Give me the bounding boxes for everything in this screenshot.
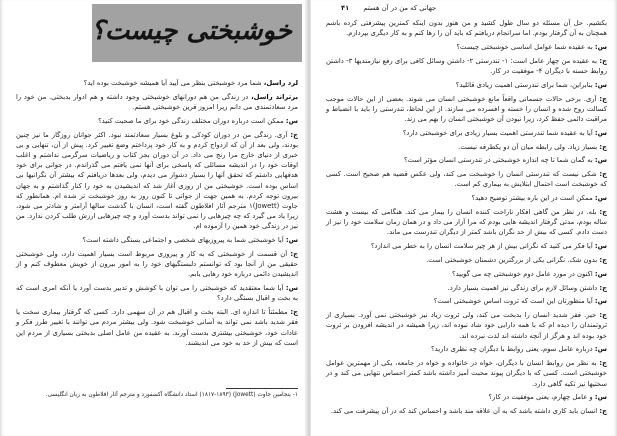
paragraph-text: آیا شما معتقدید که خوشبختی را می توان با کوشش و تدبیر بدست آورد یا آنکه امری است که به بخت و اقبال بستگی دارد؟: [16, 284, 298, 303]
paragraph-text: آن قسمت از خوشبختی که به کار و پیروزی مربوط است بسیار اهمیت دارد، ولی خوشبختی حقیقی من از آنجا بود که توانستم دلبستگیهای خود را به امور بیرون از خویش معطوف کنم و از اندیشیدن دائمی درباره خود رهایی یابم.: [16, 250, 298, 279]
qa-paragraph: [326, 269, 607, 279]
left-page: [0, 0, 306, 436]
qa-paragraph: [326, 128, 607, 138]
qa-paragraph: [16, 130, 298, 232]
qa-paragraph: [326, 207, 607, 238]
right-page-body: [326, 18, 607, 420]
paragraph-text: در زندگی من هم دورانهای خوشبختی وجود داشته و هم ادوار بدبختی. من خود را مرد سعادتمندی می دانم زیرا امروز قرین خوشبختی هستم.: [16, 92, 298, 111]
speaker-label: س:: [594, 345, 607, 354]
speaker-label: س:: [594, 393, 607, 402]
left-page-body: [16, 78, 298, 352]
paragraph-text: به عقیده من چهار عامل است: ۱- تندرستی ۲- داشتن وسائل کافی برای رفع نیازمندیها ۳- داشتن روابط حسنه با دیگران ۴- موفقیت در کار.: [326, 56, 607, 75]
speaker-label: ج:: [599, 207, 607, 216]
qa-paragraph: [16, 78, 298, 88]
speaker-label: س:: [285, 236, 298, 245]
qa-paragraph: [326, 94, 607, 125]
running-head-title: جهانی که من در آن هستم: [363, 4, 437, 12]
speaker-label: س:: [594, 297, 607, 306]
qa-paragraph: [326, 310, 607, 341]
qa-paragraph: [326, 142, 607, 152]
paragraph-text: به عقیده شما عوامل اساسی خوشبختی چیست؟: [456, 43, 593, 51]
right-page: [311, 0, 617, 436]
speaker-label: ج:: [290, 250, 298, 259]
speaker-label: س:: [594, 156, 607, 165]
speaker-label: ج:: [599, 56, 607, 65]
page-number: ۴۱: [341, 4, 350, 12]
paragraph-text: شکی نیست که تندرستی انسان را خوشبخت می کند، ولی عکس قضیه هم صحیح است. کسی که خوشبخت است احتمال ابتلایش به بیماری کم است.: [326, 170, 607, 189]
paragraph-text: اکنون در مورد عامل دوم خوشبختی چه می گویید؟: [451, 269, 593, 278]
speaker-label: ج:: [290, 130, 298, 139]
speaker-label: ج:: [599, 255, 607, 264]
paragraph-text: درباره عامل سوم، یعنی روابط با دیگران چه نظری دارید؟: [431, 345, 593, 354]
continuation-paragraph: [326, 18, 607, 38]
speaker-label: ج:: [599, 94, 607, 103]
paragraph-text: ممکن است درباره دوران مختلف زندگی خود برای ما صحبت کنید؟: [98, 116, 284, 125]
qa-paragraph: [326, 193, 607, 203]
paragraph-text: بنابراین، شما برای تندرستی اهمیت زیادی قائلید؟: [455, 80, 593, 89]
qa-paragraph: [16, 92, 298, 112]
qa-paragraph: [326, 80, 607, 90]
footnote: ۱- بنجامین جاوت (Jowett) (۱۸۱۷-۱۸۹۳) استاد دانشگاه آکسفورد و مترجم آثار افلاطون به زبان انگلیسی.: [45, 392, 298, 398]
speaker-label: برتراند راسل،: [251, 92, 298, 101]
speaker-label: ج:: [599, 170, 607, 179]
paragraph-text: شما مرد خوشبختی بنظر می آیید آیا همیشه خوشبخت بوده اید؟: [83, 79, 262, 87]
paragraph-text: بدون شک. نگرانی یکی از بزرگترین دشمنان خوشبختی است.: [426, 255, 598, 264]
speaker-label: ج:: [599, 407, 607, 416]
paragraph-text: داشتن وسائل لازم برای زندگی نیز اهمیت بسیار دارد.: [447, 283, 598, 292]
speaker-label: س:: [594, 80, 607, 89]
speaker-label: س:: [285, 116, 298, 125]
paragraph-text: مطمئناً تا اندازه ای. البته بخت و اقبال هم در آن سهمی دارد. کسی که گرفتار بیماری سخت یا فقر شدید باشد نمی تواند به آسانی خوشبخت شود. ولی بیشتر مردم می توانند با تغییر طرز فکر و عادات خود، خوشبختی بیشتری بدست آورند. به عقیده من عامل اصلی بدبختی بسیاری از مردم این است که بیش از حد به خود می اندیشند.: [16, 308, 298, 347]
qa-paragraph: [326, 155, 607, 165]
qa-paragraph: [326, 283, 607, 293]
qa-paragraph: [326, 406, 607, 416]
qa-paragraph: [16, 235, 298, 245]
paragraph-text: آیا به عقیده شما تندرستی اهمیت بسیار زیادی برای خوشبختی دارد؟: [402, 128, 593, 137]
qa-paragraph: [326, 42, 607, 52]
speaker-label: س:: [594, 242, 607, 251]
paragraph-text: آری. برخی حالات جسمانی واقعاً مانع خوشبختی انسان می شوند. بعضی از این حالات موجب کسالت روح شده و انسان را خسته و افسرده می سازند. از این لحاظ، تندرستی را باید با انضباط و مراقبت دائمی حفظ کرد، زیرا نبودن آن خوشبختی انسان را بهم می زند.: [326, 94, 607, 123]
paragraph-text: بسیار زیاد. ولی رابطه میان آن دو یکطرفه نیست.: [458, 142, 598, 151]
chapter-title: خوشبختی چیست؟: [91, 16, 292, 46]
qa-paragraph: [326, 344, 607, 354]
footnote-divider: [226, 388, 298, 389]
speaker-label: س:: [594, 269, 607, 278]
qa-paragraph: [16, 283, 298, 303]
speaker-label: س:: [594, 194, 607, 203]
paragraph-text: و عامل چهارم، یعنی موفقیت در کار؟: [488, 393, 593, 402]
paragraph-text: خیر. فقر شدید انسان را بدبخت می کند، ولی ثروت زیاد نیز خوشبختی نمی آورد. بسیاری از ثروتمندان را دیده ام که با همه دارایی خود شاد نبوده اند، زیرا همیشه در اندیشه افزودن بر ثروت خود بوده اند و هرگز از آنچه داشته اند لذت نبرده اند.: [326, 311, 607, 340]
qa-paragraph: [326, 169, 607, 189]
qa-paragraph: [326, 392, 607, 402]
qa-paragraph: [16, 116, 298, 126]
chapter-title-box: [92, 4, 302, 62]
paragraph-text: آیا فکر می کنید که نگرانی بیش از هر چیز سلامت انسان را به خطر می اندازد؟: [370, 242, 593, 251]
paragraph-text: آری. زندگی من در دوران کودکی و بلوغ بسیار سعادتمند نبود. اکثر جوانان روزگار ما نیز چنین بودند، ولی بعد از آن که ازدواج کردم و به کار خود پرداختم وضع تغییر کرد. پیش از آن، تنهایی و بی خبری از دنیای خارج مرا رنج می داد. در آن دوران بجز کتاب و ریاضیات سرگرمی نداشتم و اغلب اوقات خود را در اندیشه مسائلی که پاسخی برای آنها نمی یافتم می گذراندم. در جوانی برای خود هدفهایی داشتم که تحقق آنها را بسیار دشوار می دیدم، ولی بعدها دریافتم که بیشتر آن نگرانیها بی اساس بوده است. خوشبختی من از روزی آغاز شد که اندیشیدن به خود را کنار گذاشتم و به جهان بیرون توجه کردم. به همین جهت از جوانی تا کنون روز به روز خوشبخت تر شده ام. همانطور که جاوت (Jowett)۱ مترجم آثار افلاطون گفته است، انسان با گذشت سالها آرامتر و شادتر می شود، زیرا یاد می گیرد که چه چیزهایی را نمی تواند بدست آورد و چه چیزهایی ارزش طلب کردن ندارد. من نیز در زندگی خود همین را آزموده ام.: [16, 130, 298, 231]
qa-paragraph: [326, 358, 607, 389]
speaker-label: ج:: [599, 283, 607, 292]
speaker-label: ج:: [599, 359, 607, 368]
qa-paragraph: [326, 296, 607, 306]
paragraph-text: آیا خوشبختی شما به پیروزیهای شخصی و اجتماعی بستگی داشته است؟: [82, 236, 284, 245]
speaker-label: ج:: [290, 308, 298, 317]
speaker-label: س:: [594, 43, 607, 51]
running-header: [341, 4, 436, 12]
qa-paragraph: [16, 307, 298, 348]
paragraph-text: آیا منظورتان این است که ثروت اساس خوشبختی است؟: [433, 297, 593, 306]
speaker-label: س:: [594, 128, 607, 137]
speaker-label: ج:: [599, 311, 607, 320]
qa-paragraph: [326, 56, 607, 76]
paragraph-text: به نظر من روابط انسان با دیگران، خواه در خانواده و خواه در جامعه، یکی از مهمترین عوامل خوشبختی است. کسی که با دیگران پیوند محبت آمیز داشته باشد کمتر احساس تنهایی می کند و در سختیها نیز تکیه گاهی دارد.: [326, 359, 607, 388]
speaker-label: ج:: [599, 142, 607, 151]
qa-paragraph: [326, 241, 607, 251]
speaker-label: لرد راسل،: [263, 79, 298, 87]
speaker-label: س:: [285, 284, 298, 293]
paragraph-text: ممکن است در این باره بیشتر توضیح دهید؟: [471, 194, 593, 203]
paragraph-text: به گمان شما تا چه اندازه خوشبختی در تندرستی انسان مؤثر است؟: [403, 156, 593, 165]
paragraph-text: بله. در نظر من گاهی افکار ناراحت کننده انسان را بیمار می کند. هنگامی که بیست و هشت ساله بودم، مدتی گرفتار اندیشه هایی بودم که مرا آزار می داد و در همان زمان سلامت خود را نیز از دست دادم. کسی که بیش از حد نگران باشد کمتر از دیگران تندرست می ماند.: [326, 207, 607, 237]
qa-paragraph: [326, 255, 607, 265]
qa-paragraph: [16, 249, 298, 280]
paragraph-text: انسان باید کاری داشته باشد که به آن علاقه مند باشد و احساس کند که در آن پیشرفت می کند.: [330, 407, 598, 416]
paragraph-text: بکشیم. حل آن مسئله دو سال طول کشید و من هنوز بدون اینکه کمترین پیشرفتی کرده باشم همچنان به آن گرفتار بودم. اما سرانجام دریافتم که باید آن را رها کنم و به کار دیگری بپردازم.: [326, 19, 607, 38]
